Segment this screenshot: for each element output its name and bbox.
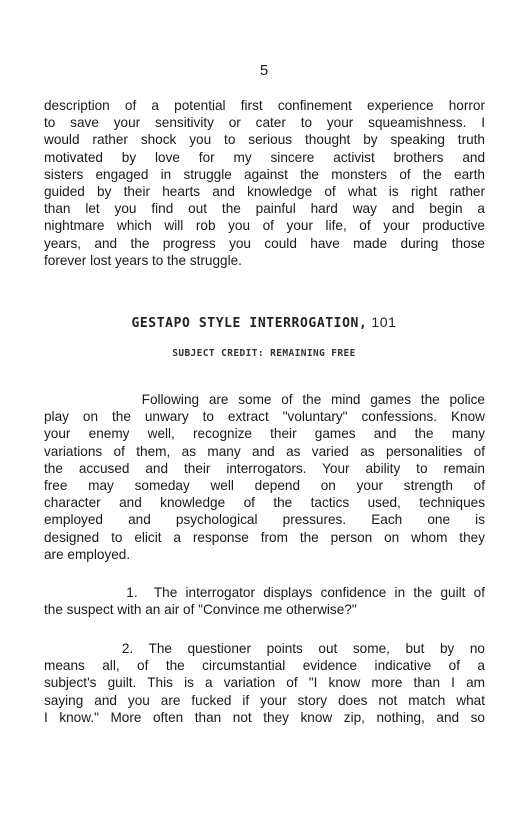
paragraph-intro	[44, 97, 485, 269]
text-line: means all, of the circumstantial evidence indicative of a	[44, 658, 485, 674]
text-line: designed to elicit a response from the person on whom they	[44, 529, 485, 545]
text-line: description of a potential first confinement experience horror	[44, 98, 485, 113]
section-subheading: SUBJECT CREDIT: REMAINING FREE	[172, 348, 356, 359]
text-line: motivated by love for my sincere activist brothers and	[44, 149, 485, 165]
text-line: play on the unwary to extract "voluntary" confessions. Know	[44, 409, 485, 425]
text-line: years, and the progress you could have made during those	[44, 235, 485, 251]
section-heading-number: 101	[371, 314, 397, 330]
text-line: guided by their hearts and knowledge of what is right rather	[44, 184, 485, 200]
text-line: employed and psychological pressures. Each one is	[44, 512, 485, 528]
text-line: the suspect with an air of "Convince me otherwise?"	[44, 602, 357, 618]
list-item-2	[44, 640, 485, 726]
text-line: forever lost years to the struggle.	[44, 252, 242, 268]
text-line: I know." More often than not they know zip, nothing, and so	[44, 709, 485, 725]
text-line: your enemy well, recognize their games and the many	[44, 426, 485, 442]
text-line: Following are some of the mind games the police	[44, 392, 485, 407]
text-line: character and knowledge of the tactics used, techniques	[44, 495, 485, 511]
text-line: than let you find out the painful hard way and begin a	[44, 201, 485, 217]
text-line: saying and you are fucked if your story does not match what	[44, 692, 485, 708]
list-item-1	[44, 584, 485, 618]
text-line: sisters engaged in struggle against the monsters of the earth	[44, 166, 485, 182]
text-line: subject's guilt. This is a variation of "I know more than I am	[44, 675, 485, 691]
text-line: are employed.	[44, 546, 131, 562]
text-line: nightmare which will rob you of your life, of your productive	[44, 218, 485, 234]
page-number: 5	[259, 62, 269, 79]
section-heading-title: GESTAPO STYLE INTERROGATION,	[131, 316, 368, 331]
text-line: 2. The questioner points out some, but by no	[44, 641, 485, 656]
text-line: to save your sensitivity or cater to your squeamishness. I	[44, 115, 485, 131]
text-line: free may someday well depend on your strength of	[44, 478, 485, 494]
text-line: 1. The interrogator displays confidence in the guilt of	[44, 585, 485, 600]
text-line: would rather shock you to serious thought by speaking truth	[44, 132, 485, 148]
text-line: the accused and their interrogators. Your ability to remain	[44, 460, 485, 476]
text-line: variations of them, as many and as varied as personalities of	[44, 443, 485, 459]
paragraph-tactics	[44, 391, 485, 563]
section-heading	[0, 314, 528, 331]
